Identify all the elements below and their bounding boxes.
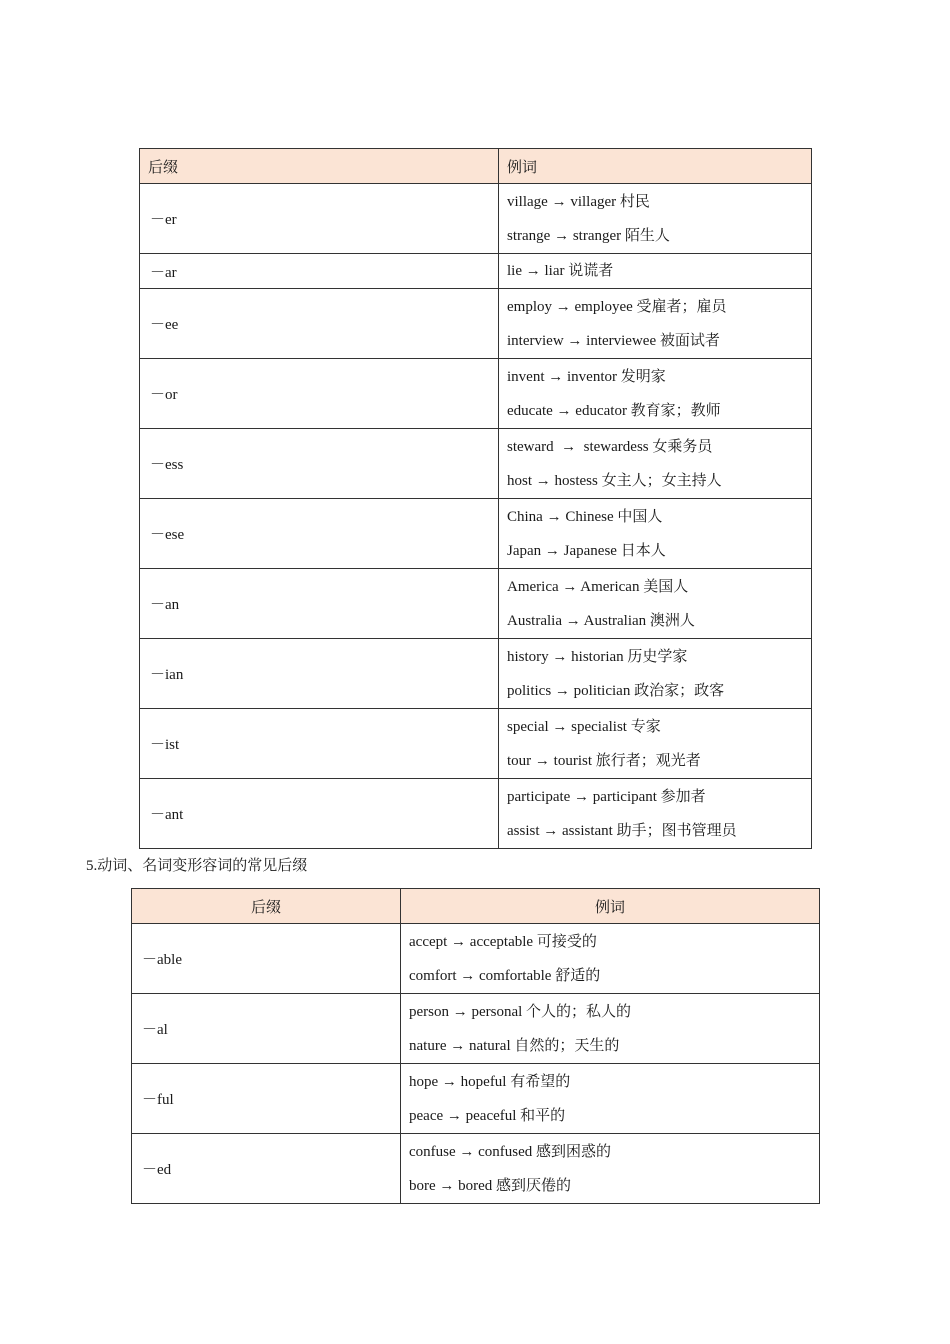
- table-row: [140, 429, 812, 499]
- example-line: politics → politician 政治家；政客: [507, 682, 725, 699]
- table-header-row: [132, 889, 820, 924]
- suffix-cell: －er: [140, 184, 499, 254]
- suffix-cell: －ess: [140, 429, 499, 499]
- example-line: assist → assistant 助手；图书管理员: [507, 822, 737, 839]
- example-line: nature → natural 自然的；天生的: [409, 1037, 620, 1054]
- example-line: comfort → comfortable 舒适的: [409, 967, 601, 984]
- example-line: confuse → confused 感到困惑的: [409, 1143, 612, 1160]
- example-line: employ → employee 受雇者；雇员: [507, 298, 727, 315]
- example-line: educate → educator 教育家；教师: [507, 402, 721, 419]
- example-cell: [401, 1134, 820, 1204]
- suffix-cell: －an: [140, 569, 499, 639]
- example-cell: [499, 639, 812, 709]
- example-cell: [499, 429, 812, 499]
- example-line: village → villager 村民: [507, 193, 650, 210]
- example-line: lie → liar 说谎者: [507, 263, 614, 279]
- example-line: tour → tourist 旅行者；观光者: [507, 752, 701, 769]
- example-line: Australia → Australian 澳洲人: [507, 612, 695, 629]
- example-line: invent → inventor 发明家: [507, 368, 666, 385]
- table-row: [140, 499, 812, 569]
- example-line: Japan → Japanese 日本人: [507, 542, 666, 559]
- suffix-cell: －ful: [132, 1064, 401, 1134]
- table-row: [132, 924, 820, 994]
- table-row: [140, 779, 812, 849]
- example-cell: [499, 709, 812, 779]
- header-example: 例词: [499, 149, 812, 184]
- example-line: steward → stewardess 女乘务员: [507, 438, 713, 455]
- suffix-cell: －able: [132, 924, 401, 994]
- table-row: [140, 639, 812, 709]
- example-line: hope → hopeful 有希望的: [409, 1073, 571, 1090]
- example-cell: [401, 924, 820, 994]
- section-heading: 5.动词、名词变形容词的常见后缀: [86, 858, 308, 874]
- example-cell: [499, 359, 812, 429]
- example-line: participate → participant 参加者: [507, 788, 706, 805]
- table-row: [140, 289, 812, 359]
- example-cell: [401, 994, 820, 1064]
- header-example: 例词: [401, 889, 820, 924]
- example-cell: [499, 499, 812, 569]
- suffix-cell: －ar: [140, 254, 499, 289]
- example-line: accept → acceptable 可接受的: [409, 933, 597, 950]
- table-row: [140, 569, 812, 639]
- example-line: bore → bored 感到厌倦的: [409, 1177, 572, 1194]
- header-suffix: 后缀: [140, 149, 499, 184]
- example-line: America → American 美国人: [507, 578, 689, 595]
- example-line: special → specialist 专家: [507, 718, 661, 735]
- example-line: person → personal 个人的；私人的: [409, 1003, 632, 1020]
- suffix-cell: －ist: [140, 709, 499, 779]
- example-cell: [401, 1064, 820, 1134]
- table-row: [140, 709, 812, 779]
- example-cell: [499, 779, 812, 849]
- example-line: host → hostess 女主人；女主持人: [507, 472, 722, 489]
- example-line: history → historian 历史学家: [507, 648, 688, 665]
- suffix-cell: －or: [140, 359, 499, 429]
- suffix-cell: －ant: [140, 779, 499, 849]
- example-line: peace → peaceful 和平的: [409, 1107, 566, 1124]
- example-line: interview → interviewee 被面试者: [507, 332, 720, 349]
- suffix-cell: －ese: [140, 499, 499, 569]
- example-line: China → Chinese 中国人: [507, 508, 663, 525]
- example-cell: [499, 254, 812, 289]
- example-cell: [499, 184, 812, 254]
- header-suffix: 后缀: [132, 889, 401, 924]
- table-row: [132, 1134, 820, 1204]
- suffix-cell: －ee: [140, 289, 499, 359]
- table-header-row: [140, 149, 812, 184]
- example-cell: [499, 289, 812, 359]
- suffix-cell: －ian: [140, 639, 499, 709]
- adjective-suffix-table: [131, 888, 820, 1204]
- table-row: [140, 184, 812, 254]
- example-cell: [499, 569, 812, 639]
- noun-suffix-table: [139, 148, 812, 849]
- example-line: strange → stranger 陌生人: [507, 227, 670, 244]
- table-row: [132, 1064, 820, 1134]
- suffix-cell: －al: [132, 994, 401, 1064]
- suffix-cell: －ed: [132, 1134, 401, 1204]
- table-row: [140, 254, 812, 289]
- table-row: [132, 994, 820, 1064]
- table-row: [140, 359, 812, 429]
